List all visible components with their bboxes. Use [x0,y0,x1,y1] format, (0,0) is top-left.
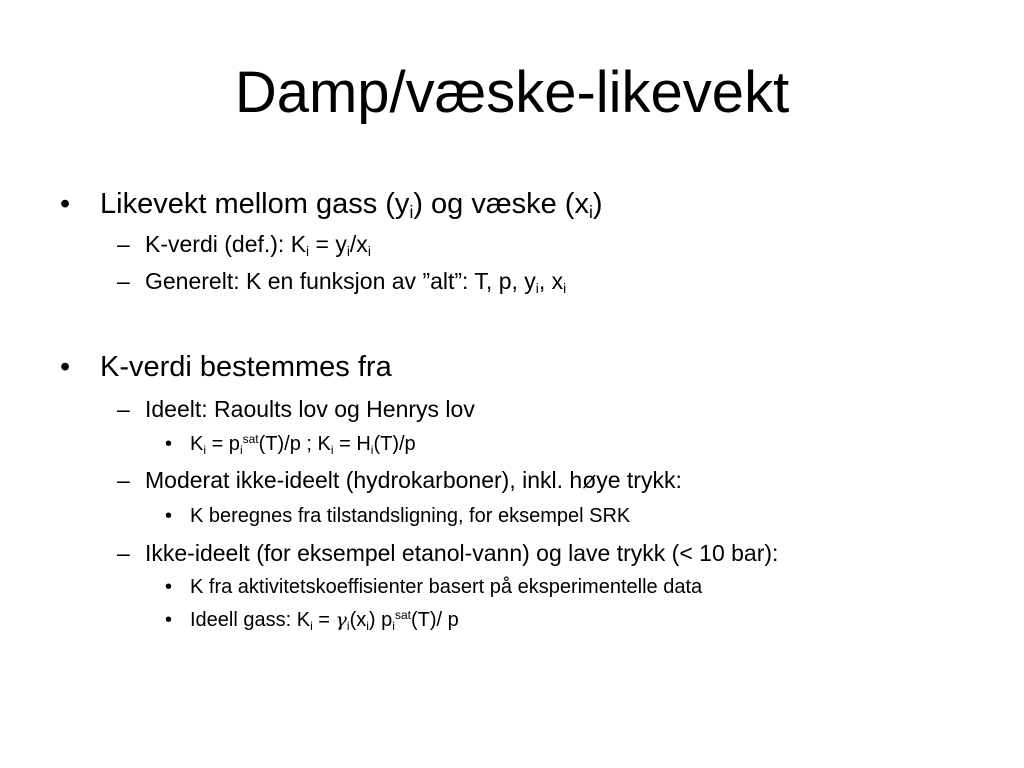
bullet-k-value-determined-from: K-verdi bestemmes fra [100,351,392,383]
sub-item-k-general-function: Generelt: K en funksjon av ”alt”: T, p, $y_i$, $x_i$ [145,268,567,297]
dash-marker: – [117,231,130,257]
bullet-marker: • [165,576,173,598]
dash-marker: – [117,467,130,493]
point-activity-coefficients: K fra aktivitetskoeffisienter basert på eksperimentelle data [190,576,703,598]
sub-item-non-ideal-low-pressure: Ikke-ideelt (for eksempel etanol-vann) og lave trykk (< 10 bar): [145,540,779,566]
point-ideal-gas-k-formula: Ideell gass: $K_i = \gamma_i(x_i)$ $p_i^{sat}(T)/$ p [190,608,459,633]
sub-item-ideal-raoult-henry: Ideelt: Raoults lov og Henrys lov [145,396,475,422]
sub-item-moderate-non-ideal: Moderat ikke-ideelt (hydrokarboner), inkl. høye trykk: [145,467,682,493]
point-ideal-k-formulas: $K_i = p_i^{sat}(T)/p$ ; $K_i = H_i(T)/p$ [190,432,416,457]
bullet-marker: • [165,609,173,631]
bullet-marker: • [60,188,71,220]
slide-title: Damp/væske-likevekt [234,60,790,125]
bullet-gas-liquid-equilibrium: Likevekt mellom gass $(y_i)$ og væske $(x_i)$ [100,188,603,223]
dash-marker: – [117,396,130,422]
sub-item-k-value-definition: K-verdi (def.): $K_i = y_i/x_i$ [145,231,371,260]
bullet-marker: • [165,505,173,527]
point-equation-of-state: K beregnes fra tilstandsligning, for eksempel SRK [190,505,631,527]
bullet-marker: • [165,433,173,455]
dash-marker: – [117,268,130,294]
bullet-marker: • [60,351,71,383]
dash-marker: – [117,540,130,566]
